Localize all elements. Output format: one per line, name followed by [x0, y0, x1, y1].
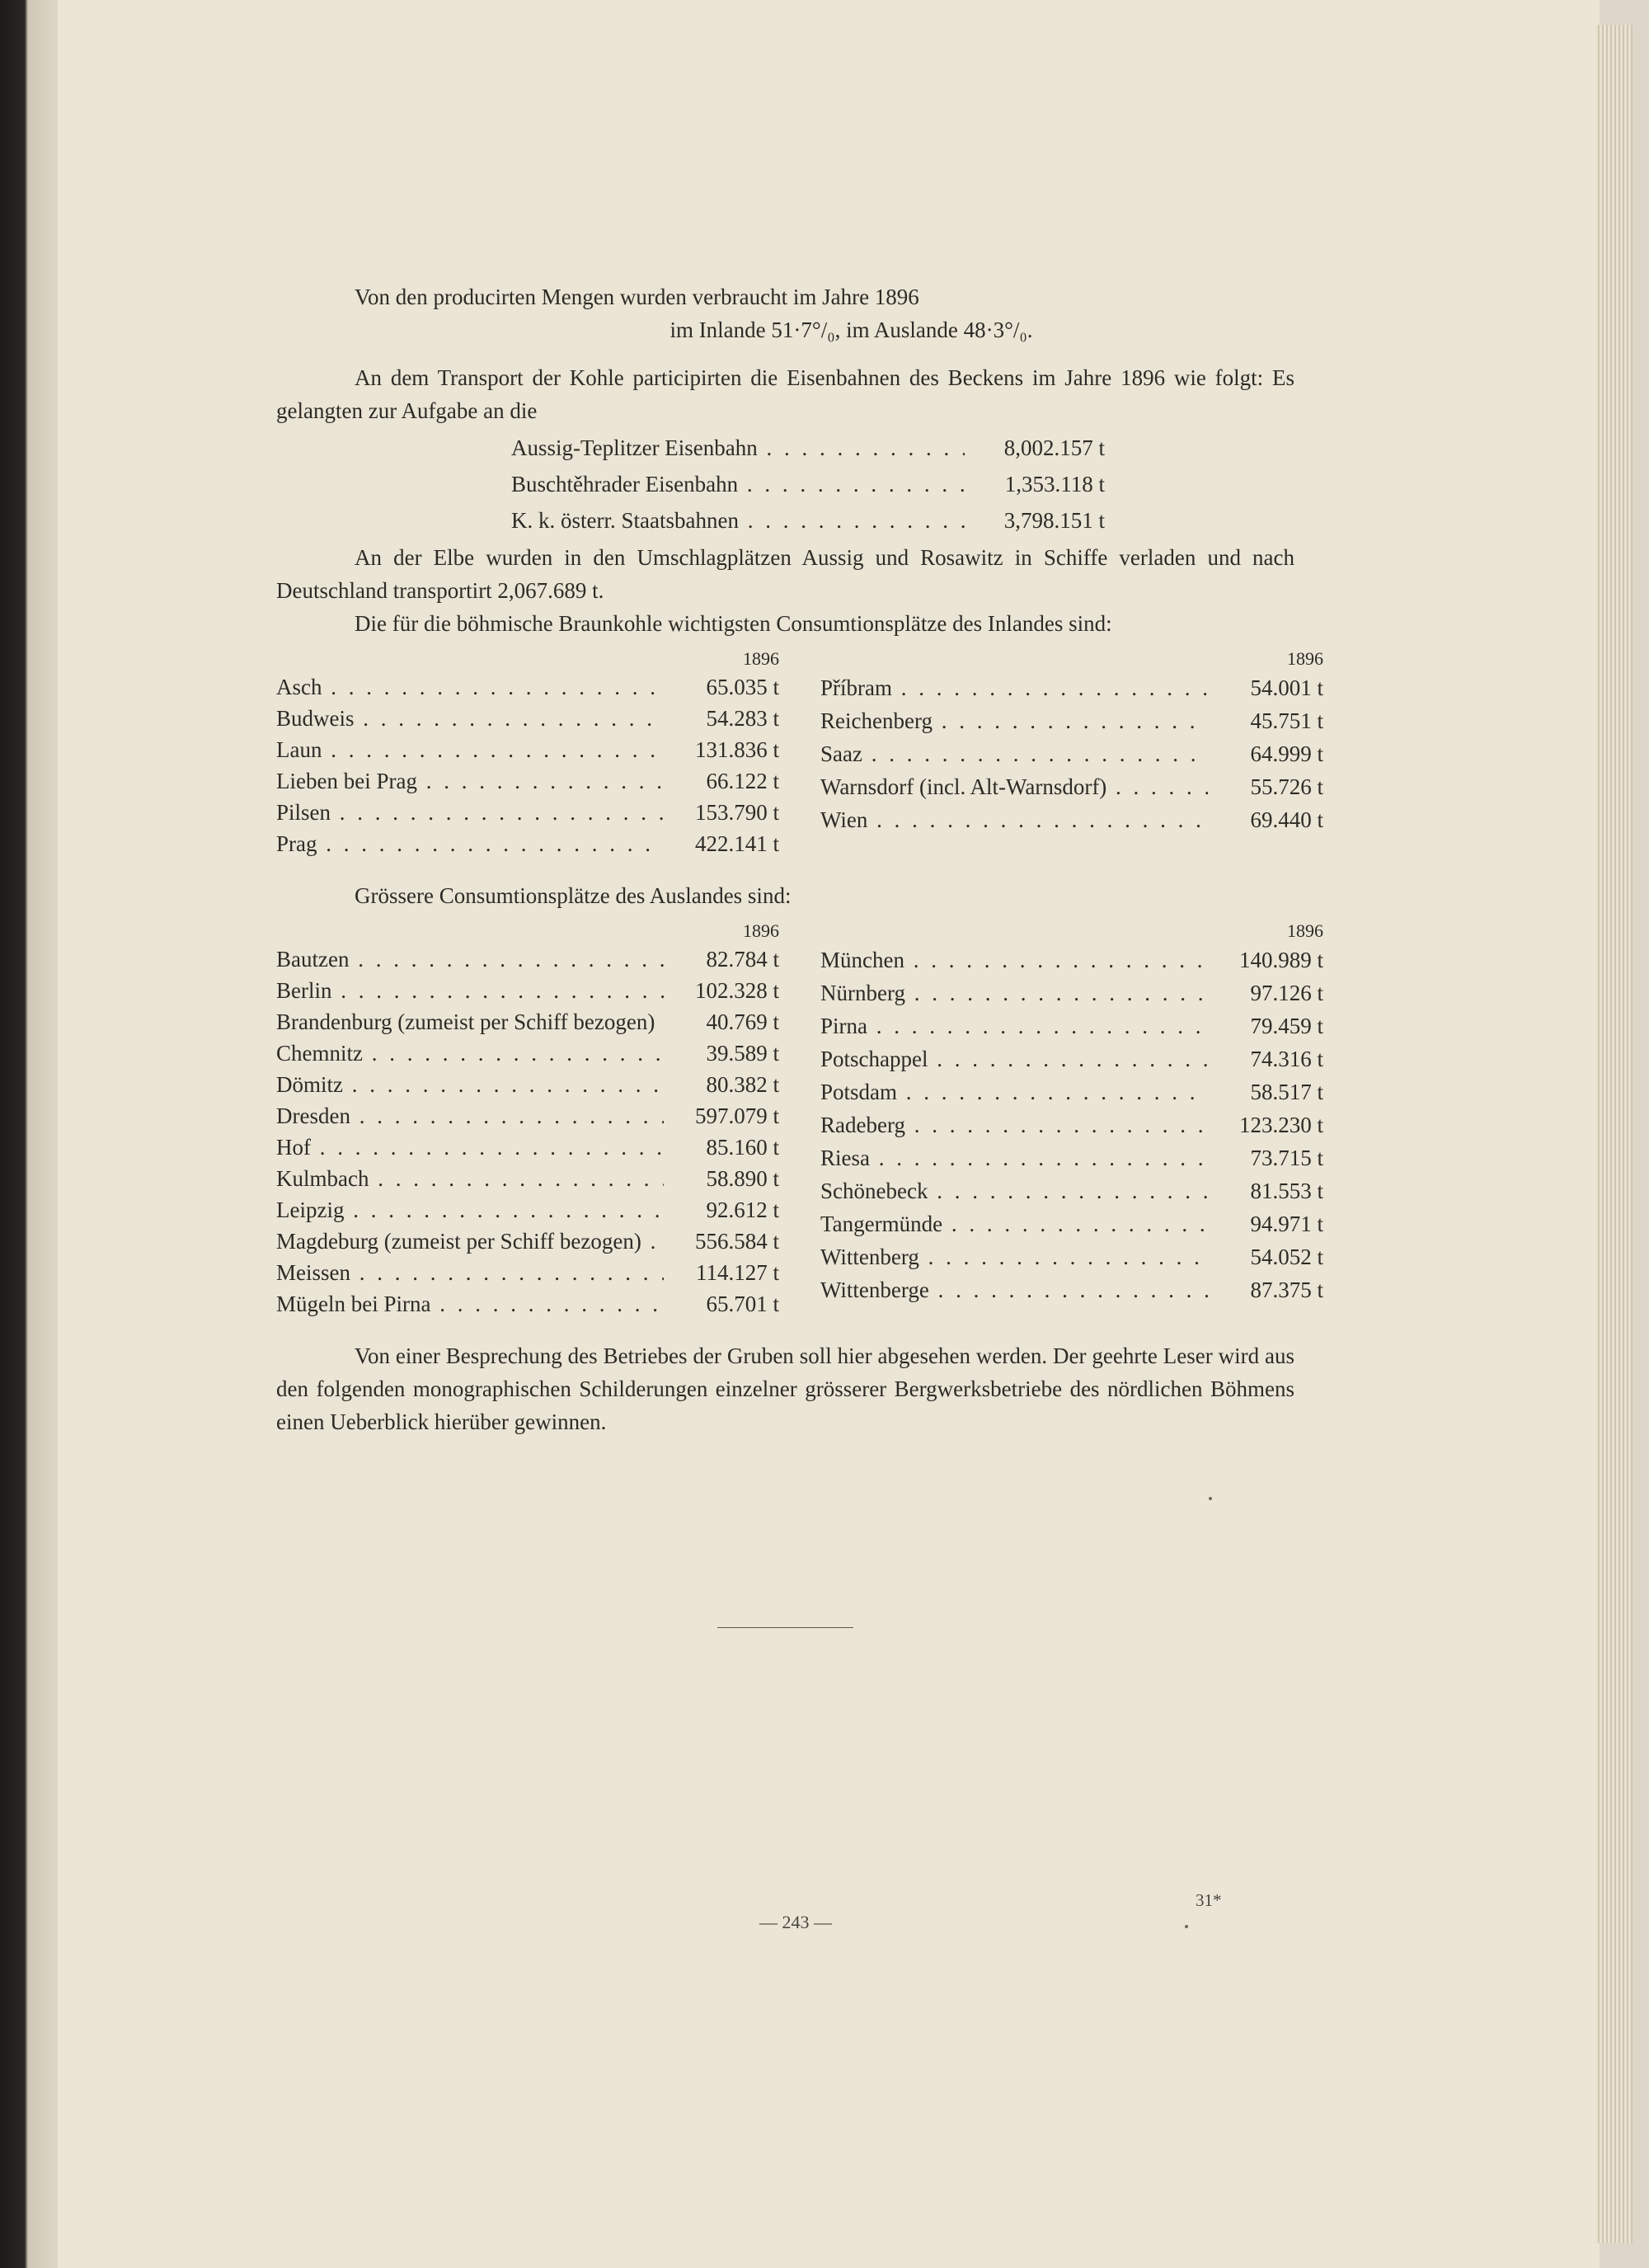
place-name: Hof . . . [276, 1132, 664, 1163]
foreign-year-right: 1896 [1287, 920, 1323, 941]
place-value: 92.612 t [664, 1194, 787, 1226]
inland-right-column [820, 647, 1332, 859]
place-value: 73.715 t [1208, 1141, 1332, 1174]
place-name: Potsdam . . . [820, 1075, 1208, 1108]
place-name: Wittenberg . . . [820, 1240, 1208, 1273]
place-name: Dresden . . . [276, 1100, 664, 1132]
place-value: 69.440 t [1208, 803, 1332, 836]
table-row [820, 943, 1332, 976]
place-value: 114.127 t [664, 1257, 787, 1288]
railway-name: Aussig-Teplitzer Eisenbahn . . . [511, 432, 965, 463]
place-name: Brandenburg (zumeist per Schiff bezogen) . . . [276, 1006, 664, 1038]
place-value: 81.553 t [1208, 1174, 1332, 1207]
table-row [276, 1288, 787, 1320]
place-value: 54.052 t [1208, 1240, 1332, 1273]
place-value: 65.035 t [664, 671, 787, 703]
place-name: Reichenberg . . . [820, 704, 1208, 737]
place-value: 597.079 t [664, 1100, 787, 1132]
place-name: Kulmbach . . . [276, 1163, 664, 1194]
place-name: Pirna . . . [820, 1009, 1208, 1042]
place-name: Chemnitz . . . [276, 1038, 664, 1069]
place-name: Warnsdorf (incl. Alt-Warnsdorf) . . . [820, 770, 1208, 803]
table-row [820, 1174, 1332, 1207]
table-row [276, 1194, 787, 1226]
foreign-heading: Grössere Consumtionsplätze des Auslandes sind: [355, 883, 792, 908]
place-name: Wien . . . [820, 803, 1208, 836]
table-row [276, 1069, 787, 1100]
place-name: Laun . . . [276, 734, 664, 765]
place-name: Příbram . . . [820, 671, 1208, 704]
table-row [276, 1163, 787, 1194]
place-value: 556.584 t [664, 1226, 787, 1257]
place-name: Berlin . . . [276, 975, 664, 1006]
table-row [276, 1226, 787, 1257]
railway-value: 8,002.157 t [965, 432, 1105, 463]
railway-name: Buschtěhrader Eisenbahn . . . [511, 468, 965, 500]
place-value: 45.751 t [1208, 704, 1332, 737]
place-name: Mügeln bei Pirna . . . [276, 1288, 664, 1320]
place-name: Tangermünde . . . [820, 1207, 1208, 1240]
foreign-year-left: 1896 [743, 920, 779, 941]
place-value: 140.989 t [1208, 943, 1332, 976]
table-row [276, 797, 787, 828]
table-row [820, 1240, 1332, 1273]
place-name: Riesa . . . [820, 1141, 1208, 1174]
foreign-right-column [820, 919, 1332, 1320]
place-value: 66.122 t [664, 765, 787, 797]
foreign-left-column [276, 919, 787, 1320]
end-rule [717, 1627, 853, 1628]
table-row [820, 737, 1332, 770]
table-row [820, 704, 1332, 737]
inland-year-right: 1896 [1287, 648, 1323, 669]
place-name: Magdeburg (zumeist per Schiff bezogen) . . . [276, 1226, 664, 1257]
table-row [820, 976, 1332, 1009]
table-row [820, 1009, 1332, 1042]
table-row [276, 943, 787, 975]
place-name: Pilsen . . . [276, 797, 664, 828]
place-value: 58.890 t [664, 1163, 787, 1194]
table-row [276, 1257, 787, 1288]
ink-fleck [1209, 1497, 1212, 1500]
place-name: Saaz . . . [820, 737, 1208, 770]
table-row [276, 1132, 787, 1163]
elbe-paragraph: An der Elbe wurden in den Umschlagplätzen Aussig und Rosawitz in Schiffe verladen und nach Deutschland transportirt 2,067.689 t. [276, 545, 1294, 603]
place-value: 82.784 t [664, 943, 787, 975]
table-row [820, 1042, 1332, 1075]
place-value: 40.769 t [664, 1006, 787, 1038]
place-value: 80.382 t [664, 1069, 787, 1100]
table-row [276, 734, 787, 765]
railway-value: 1,353.118 t [965, 468, 1105, 500]
railway-list [276, 432, 1294, 536]
place-name: Potschappel . . . [820, 1042, 1208, 1075]
table-row [820, 671, 1332, 704]
place-name: Prag . . . [276, 828, 664, 859]
table-row [276, 765, 787, 797]
place-name: Asch . . . [276, 671, 664, 703]
place-name: Dömitz . . . [276, 1069, 664, 1100]
intro-line: Von den producirten Mengen wurden verbraucht im Jahre 1896 [355, 285, 919, 309]
inland-year-left: 1896 [743, 648, 779, 669]
inland-table [276, 647, 1323, 859]
table-row [276, 703, 787, 734]
place-name: Budweis . . . [276, 703, 664, 734]
closing-paragraph: Von einer Besprechung des Betriebes der Gruben soll hier abgesehen werden. Der geehrte Leser wird aus den folgenden monographischen Schilderungen einzelner grösserer Bergwerksbetriebe des nördlichen Böhmens einen Ueberblick hierüber gewinnen. [276, 1343, 1294, 1434]
place-name: Bautzen . . . [276, 943, 664, 975]
railway-row [511, 432, 1105, 463]
table-row [276, 671, 787, 703]
transport-paragraph: An dem Transport der Kohle participirten die Eisenbahnen des Beckens im Jahre 1896 wie folgt: Es gelangten zur Aufgabe an die [276, 365, 1294, 423]
place-value: 153.790 t [664, 797, 787, 828]
railway-row [511, 505, 1105, 536]
intro-percentages: im Inlande 51·7°/₀, im Auslande 48·3°/₀. [669, 318, 1033, 342]
place-value: 55.726 t [1208, 770, 1332, 803]
place-value: 87.375 t [1208, 1273, 1332, 1306]
place-value: 64.999 t [1208, 737, 1332, 770]
place-value: 74.316 t [1208, 1042, 1332, 1075]
table-row [276, 975, 787, 1006]
table-row [820, 1207, 1332, 1240]
place-value: 422.141 t [664, 828, 787, 859]
place-value: 131.836 t [664, 734, 787, 765]
railway-name: K. k. österr. Staatsbahnen . . . [511, 505, 965, 536]
table-row [276, 1100, 787, 1132]
place-value: 123.230 t [1208, 1108, 1332, 1141]
place-value: 54.283 t [664, 703, 787, 734]
table-row [276, 1038, 787, 1069]
place-value: 54.001 t [1208, 671, 1332, 704]
place-name: Nürnberg . . . [820, 976, 1208, 1009]
place-name: Meissen . . . [276, 1257, 664, 1288]
table-row [276, 1006, 787, 1038]
page-edges [1595, 25, 1633, 2243]
ink-fleck [1185, 1925, 1188, 1928]
place-name: Leipzig . . . [276, 1194, 664, 1226]
table-row [276, 828, 787, 859]
place-name: München . . . [820, 943, 1208, 976]
place-value: 97.126 t [1208, 976, 1332, 1009]
place-value: 79.459 t [1208, 1009, 1332, 1042]
place-value: 58.517 t [1208, 1075, 1332, 1108]
place-value: 102.328 t [664, 975, 787, 1006]
foreign-table [276, 919, 1323, 1320]
inland-left-column [276, 647, 787, 859]
table-row [820, 803, 1332, 836]
place-name: Lieben bei Prag . . . [276, 765, 664, 797]
place-value: 85.160 t [664, 1132, 787, 1163]
signature-mark: 31* [1196, 1890, 1222, 1910]
railway-value: 3,798.151 t [965, 505, 1105, 536]
table-row [820, 1108, 1332, 1141]
place-name: Wittenberge . . . [820, 1273, 1208, 1306]
place-value: 39.589 t [664, 1038, 787, 1069]
place-value: 94.971 t [1208, 1207, 1332, 1240]
page-number: — 243 — [759, 1912, 832, 1932]
railway-row [511, 468, 1105, 500]
table-row [820, 1273, 1332, 1306]
table-row [820, 770, 1332, 803]
place-name: Schönebeck . . . [820, 1174, 1208, 1207]
table-row [820, 1141, 1332, 1174]
place-name: Radeberg . . . [820, 1108, 1208, 1141]
table-row [820, 1075, 1332, 1108]
page-content [276, 280, 1323, 1438]
place-value: 65.701 t [664, 1288, 787, 1320]
book-binding [0, 0, 58, 2268]
inland-heading: Die für die böhmische Braunkohle wichtigsten Consumtionsplätze des Inlandes sind: [355, 611, 1112, 636]
